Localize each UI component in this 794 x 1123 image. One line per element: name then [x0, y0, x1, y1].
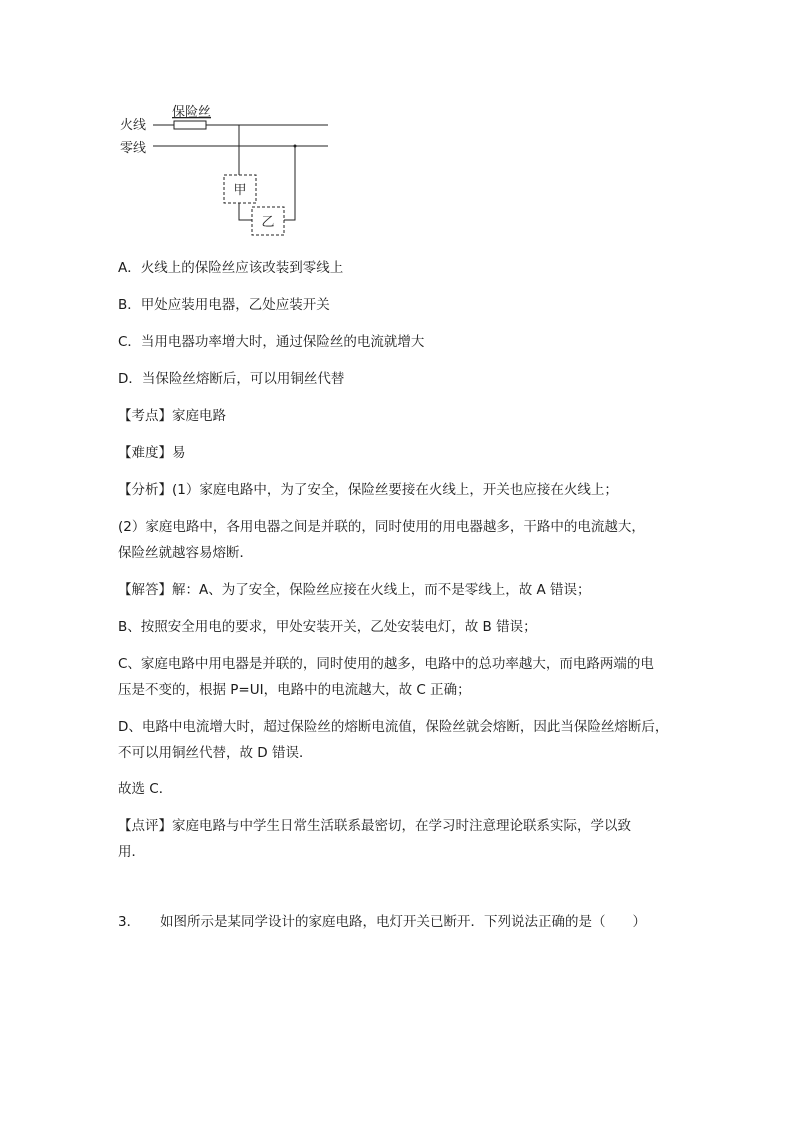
- wire-yi-neutral: [284, 146, 295, 220]
- nandu: 【难度】易: [118, 445, 186, 461]
- fenxi-line3: 保险丝就越容易熔断．: [118, 545, 253, 561]
- neutral-wire-label: 零线: [120, 141, 147, 156]
- fenxi-line1: 【分析】(1）家庭电路中，为了安全，保险丝要接在火线上，开关也应接在火线上；: [118, 482, 618, 498]
- answer-choice: 故选 C．: [118, 781, 173, 797]
- jieda-line5: D、电路中电流增大时，超过保险丝的熔断电流值，保险丝就会熔断，因此当保险丝熔断后，: [118, 719, 669, 735]
- box-jia-label: 甲: [233, 183, 247, 198]
- kaodian: 【考点】家庭电路: [118, 408, 226, 424]
- option-b: B．甲处应装用电器，乙处应装开关: [118, 297, 330, 313]
- fuse: [174, 121, 206, 129]
- jieda-line1: 【解答】解：A、为了安全，保险丝应接在火线上，而不是零线上，故 A 错误；: [118, 582, 591, 598]
- jieda-line6: 不可以用铜丝代替，故 D 错误．: [118, 745, 313, 761]
- option-c: C．当用电器功率增大时，通过保险丝的电流就增大: [118, 334, 425, 350]
- option-a: A．火线上的保险丝应该改装到零线上: [118, 260, 344, 276]
- circuit-diagram: [118, 100, 338, 240]
- dianping-line1: 【点评】家庭电路与中学生日常生活联系最密切，在学习时注意理论联系实际，学以致: [118, 818, 631, 834]
- option-d: D．当保险丝熔断后，可以用铜丝代替: [118, 371, 345, 387]
- junction-dot: [294, 145, 297, 148]
- question-3-number: 3．: [118, 914, 141, 930]
- fenxi-line2: (2）家庭电路中，各用电器之间是并联的，同时使用的用电器越多，干路中的电流越大，: [118, 519, 645, 535]
- jieda-line3: C、家庭电路中用电器是并联的，同时使用的越多，电路中的总功率越大，而电路两端的电: [118, 656, 654, 672]
- wire-jia-yi: [239, 203, 252, 220]
- box-yi-label: 乙: [261, 215, 275, 230]
- jieda-line4: 压是不变的，根据 P=UI，电路中的电流越大，故 C 正确；: [118, 682, 471, 698]
- live-wire-label: 火线: [120, 118, 147, 133]
- jieda-line2: B、按照安全用电的要求，甲处安装开关，乙处安装电灯，故 B 错误；: [118, 619, 537, 635]
- fuse-label: 保险丝: [172, 105, 212, 120]
- dianping-line2: 用．: [118, 844, 145, 860]
- question-3-text: 如图所示是某同学设计的家庭电路，电灯开关已断开．下列说法正确的是（ ）: [160, 914, 646, 930]
